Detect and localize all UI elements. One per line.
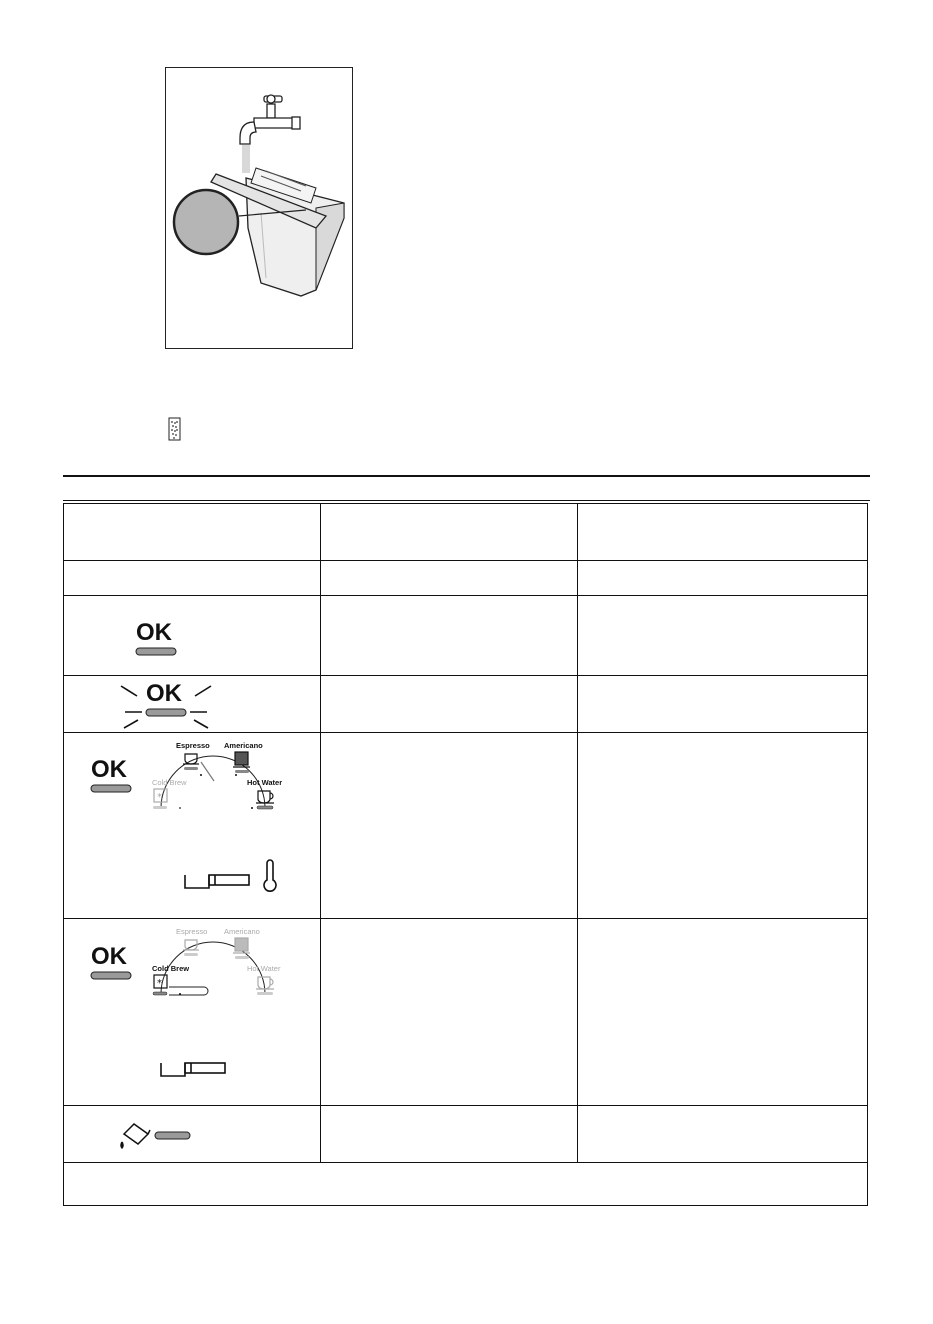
water-filter-icon [166,417,184,441]
pour-indicator-light [155,1132,190,1139]
carafe-icon [185,875,249,888]
table-row [64,596,868,676]
svg-text:*: * [157,792,162,803]
indicator-cell [64,919,321,1106]
header-cell [321,504,578,561]
water-tank-tap-icon [166,68,354,350]
table-cell [321,919,578,1106]
pour-icon [121,1124,150,1148]
indicator-table [63,503,868,1206]
indicator-cell [64,596,321,676]
table-cell [321,596,578,676]
americano-label: Americano [224,927,260,936]
americano-cup-icon [233,752,250,773]
thermometer-icon [264,860,276,891]
svg-text:*: * [157,978,162,989]
ok-label: OK [136,619,172,646]
table-cell [578,1106,868,1163]
table-row [64,676,868,733]
americano-label: Americano [224,741,263,750]
carafe-icon [161,1063,225,1076]
hot-water-cup-icon [256,977,274,995]
footer-cell [64,1163,868,1206]
table-row [64,733,868,919]
hot-water-label: Hot Water [247,778,283,787]
ok-label: OK [91,943,127,970]
header-cell [64,504,321,561]
cold-brew-cup-icon [153,789,181,809]
indicator-cell [64,733,321,919]
table-top-rule [63,500,870,501]
ok-indicator-light [91,972,131,979]
table-row [64,1106,868,1163]
table-cell [578,733,868,919]
espresso-label: Espresso [176,927,208,936]
ok-flash-indicator-light [146,709,186,716]
cold-brew-label: Cold Brew [152,964,190,973]
espresso-cup-icon [183,940,199,956]
header-cell [578,504,868,561]
cold-brew-cup-icon [153,975,181,995]
espresso-cup-icon [183,754,199,770]
table-cell [321,676,578,733]
espresso-label: Espresso [176,741,210,750]
ok-label: OK [91,756,127,783]
ok-flash-label: OK [146,680,182,707]
hot-water-label: Hot Water [247,964,281,973]
table-cell [321,733,578,919]
cold-brew-label: Cold Brew [152,778,187,787]
table-cell [321,561,578,596]
table-cell [578,561,868,596]
table-cell [321,1106,578,1163]
table-cell [578,919,868,1106]
table-subheader-row [64,561,868,596]
indicator-cell [64,676,321,733]
americano-cup-icon [233,938,250,959]
table-cell [578,676,868,733]
water-tank-illustration [165,67,353,349]
table-cell [64,561,321,596]
table-row [64,919,868,1106]
section-divider [63,475,870,477]
table-header-row [64,504,868,561]
indicator-cell [64,1106,321,1163]
table-cell [578,596,868,676]
table-footer-row [64,1163,868,1206]
ok-indicator-light [136,648,176,655]
ok-indicator-light [91,785,131,792]
hot-water-cup-icon [251,791,274,809]
